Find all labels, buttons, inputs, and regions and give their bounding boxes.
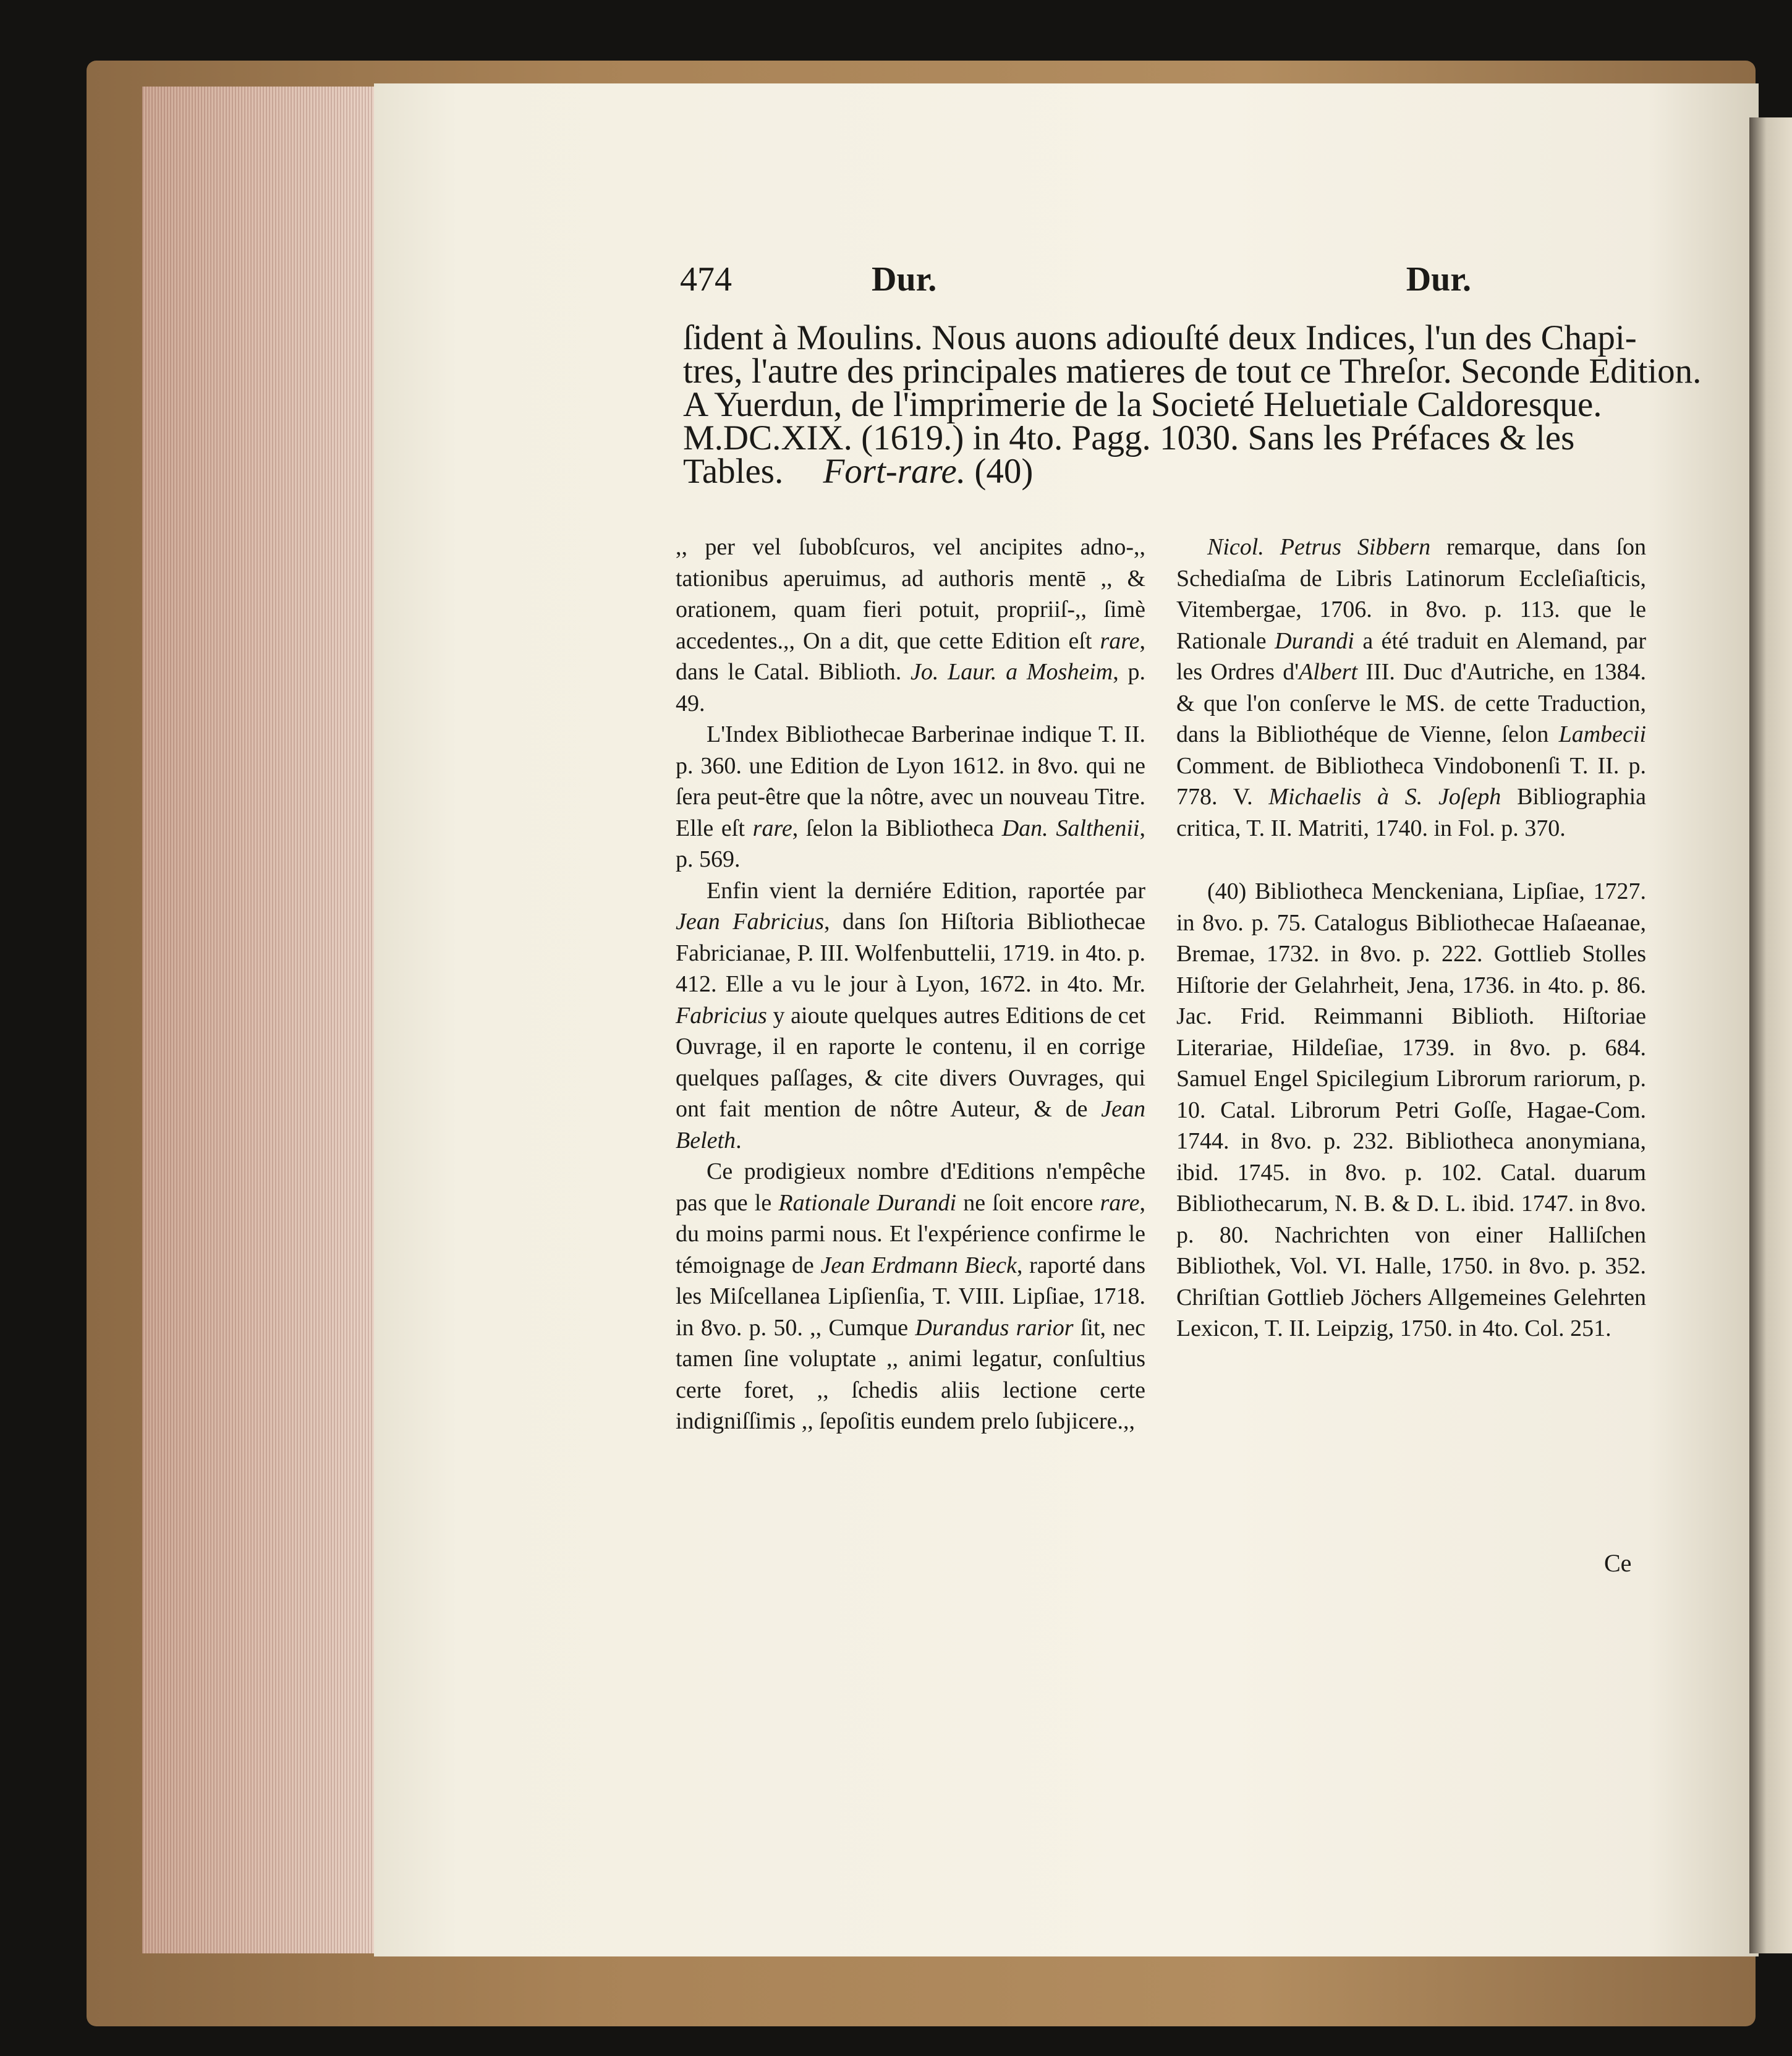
text-italic: rare <box>1100 627 1140 654</box>
right-paragraph-1 <box>1176 532 1646 844</box>
left-paragraph-3 <box>676 875 1145 1157</box>
intro-line: ſident à Moulins. Nous auons adiouſté deux Indices, l'un des Chapi- <box>683 318 1637 357</box>
left-column <box>676 532 1145 1437</box>
text-italic: Michaelis à S. Joſeph <box>1268 784 1501 810</box>
text: Ce prodigieux nombre d'Editions n'empêche pas que le <box>676 1158 1145 1216</box>
text-italic: Jo. Laur. a Mosheim <box>910 659 1113 685</box>
text: . <box>736 1127 742 1153</box>
text-italic: Nicol. Petrus Sibbern <box>1207 534 1431 560</box>
intro-text: Tables. <box>683 452 784 491</box>
text: L'Index Bibliothecae Barberinae indique T. II. p. 360. une Edition de Lyon 1612. in 8vo. qui ne ſera peut-être que la nôtre, avec un nouveau Titre. Elle eſt <box>676 721 1145 841</box>
facing-page-edge <box>1749 117 1792 1953</box>
page-edges <box>142 87 377 1953</box>
text: ,, per vel ſubobſcuros, vel ancipites adno-,, tationibus aperuimus, ad authoris mentē ,, & orationem, quam fieri potuit, propriiſ-,, ſimè accedentes.,, On a dit, que cette Edition eſt <box>676 534 1145 654</box>
text-italic: Jean Erdmann Bieck <box>820 1252 1017 1278</box>
intro-paragraph <box>683 318 1702 491</box>
intro-line: tres, l'autre des principales matieres de tout ce Threſor. Seconde Edition. <box>683 352 1702 391</box>
text: , p. 569. <box>676 815 1145 872</box>
running-head-right: Dur. <box>1406 260 1471 299</box>
left-paragraph-4 <box>676 1156 1145 1437</box>
text-italic: Jean Beleth <box>676 1096 1145 1153</box>
text-italic: Fabricius <box>676 1002 767 1029</box>
right-column <box>1176 532 1646 1344</box>
paragraph-gap <box>1176 844 1646 876</box>
text: Enfin vient la derniére Edition, raportée par <box>707 877 1145 904</box>
text: y aioute quelques autres Editions de cet Ouvrage, il en raporte le contenu, il en corrige quelques paſſages, & cite divers Ouvrages, qui ont fait mention de nôtre Auteur, & de <box>676 1002 1146 1122</box>
catchword: Ce <box>1604 1549 1632 1577</box>
text: a été traduit en Alemand, par les Ordres d' <box>1176 627 1647 685</box>
text: Bibliographia critica, T. II. Matriti, 1740. in Fol. p. 370. <box>1176 784 1647 841</box>
text-italic: Rationale Durandi <box>778 1189 957 1216</box>
text-italic: rare <box>752 815 792 841</box>
text: , dans le Catal. Biblioth. <box>676 627 1146 685</box>
footnote-marker: (40) <box>974 452 1034 491</box>
text: Comment. de Bibliotheca Vindobonenſi T. II. p. 778. V. <box>1176 752 1646 810</box>
text: , raporté dans les Miſcellanea Lipſienſia, T. VIII. Lipſiae, 1718. in 8vo. p. 50. ,, Cumque <box>676 1252 1145 1341</box>
text: ſit, nec tamen ſine voluptate ,, animi legatur, conſultius certe foret, ,, ſchedis aliis lectione certe indigniſſimis ,, ſepoſitis eundem prelo ſubjicere.,, <box>676 1314 1146 1434</box>
intro-line: M.DC.XIX. (1619.) in 4to. Pagg. 1030. Sans les Préfaces & les <box>683 418 1575 457</box>
running-head <box>680 260 1521 297</box>
text: remarque, dans ſon Schediaſma de Libris Latinorum Eccleſiaſticis, Vitembergae, 1706. in 8vo. p. 113. que le Rationale <box>1176 534 1646 654</box>
intro-line: A Yuerdun, de l'imprimerie de la Societé Heluetiale Caldoresque. <box>683 385 1602 424</box>
text: III. Duc d'Autriche, en 1384. & que l'on conſerve le MS. de cette Traduction, dans la Bibliothéque de Vienne, ſelon <box>1176 659 1647 747</box>
text-italic: Durandi <box>1275 627 1354 654</box>
intro-line <box>683 452 1635 491</box>
text-italic: rare <box>1100 1189 1140 1216</box>
text-italic: Jean Fabricius <box>676 909 825 935</box>
text: , ſelon la Bibliotheca <box>792 815 994 841</box>
text: ne ſoit encore <box>963 1189 1093 1216</box>
intro-rarity: Fort-rare. <box>823 452 966 491</box>
text-italic: Durandus rarior <box>915 1314 1074 1341</box>
text-italic: Lambecii <box>1558 721 1647 747</box>
footnote-40: (40) Bibliotheca Menckeniana, Lipſiae, 1727. in 8vo. p. 75. Catalogus Bibliothecae Haſaeanae, Bremae, 1732. in 8vo. p. 222. Gottlieb Stolles Hiſtorie der Gelahrheit, Jena, 1736. in 4to. p. 86. Jac. Frid. Reimmanni Biblioth. Hiſtoriae Literariae, Hildeſiae, 1739. in 8vo. p. 684. Samuel Engel Spicilegium Librorum rariorum, p. 10. Catal. Librorum Petri Goſſe, Hagae-Com. 1744. in 8vo. p. 232. Bibliotheca anonymiana, ibid. 1745. in 8vo. p. 102. Catal. duarum Bibliothecarum, N. B. & D. L. ibid. 1747. in 8vo. p. 80. Nachrichten von einer Halliſchen Bibliothek, Vol. VI. Halle, 1750. in 8vo. p. 352. Chriſtian Gottlieb Jöchers Allgemeines Gelehrten Lexicon, T. II. Leipzig, 1750. in 4to. Col. 251. <box>1176 878 1646 1341</box>
text-italic: Dan. Salthenii <box>1001 815 1140 841</box>
text: , p. 49. <box>676 659 1145 716</box>
text: , dans ſon Hiſtoria Bibliothecae Fabricianae, P. III. Wolfenbuttelii, 1719. in 4to. p. 412. Elle a vu le jour à Lyon, 1672. in 4to. Mr. <box>676 909 1145 997</box>
text: , du moins parmi nous. Et l'expérience confirme le témoignage de <box>676 1189 1146 1278</box>
running-head-left: Dur. <box>872 260 937 299</box>
left-paragraph-2 <box>676 719 1145 875</box>
left-paragraph-1 <box>676 532 1145 719</box>
page-number: 474 <box>680 260 732 299</box>
text-italic: Albert <box>1299 659 1358 685</box>
